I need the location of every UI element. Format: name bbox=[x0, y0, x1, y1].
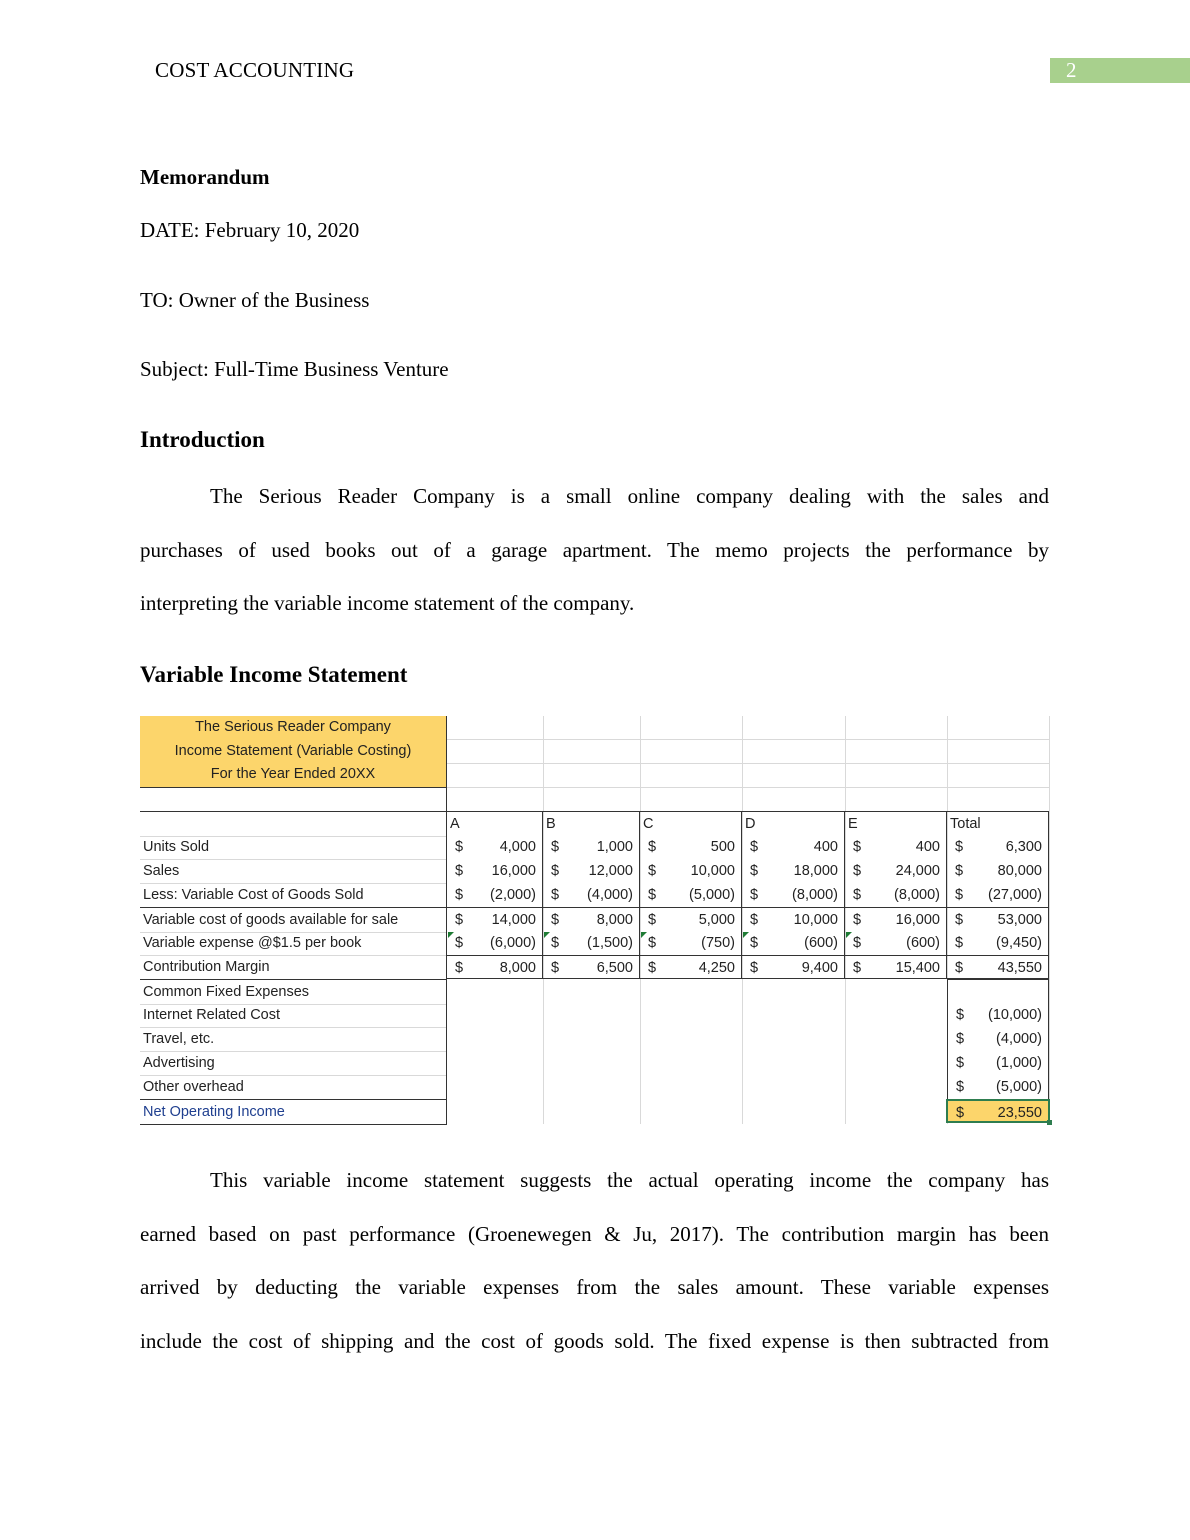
cell-d[interactable] bbox=[742, 883, 845, 907]
cell-value: 10,000 bbox=[690, 863, 735, 879]
cell-value: (27,000) bbox=[987, 887, 1042, 903]
cell-e[interactable] bbox=[845, 883, 947, 907]
cell-b[interactable] bbox=[543, 859, 640, 883]
cell-value: (10,000) bbox=[987, 1007, 1042, 1023]
running-head: COST ACCOUNTING bbox=[155, 58, 355, 82]
statement-period: For the Year Ended 20XX bbox=[210, 766, 376, 783]
cell-d[interactable] bbox=[742, 859, 845, 883]
currency-symbol: $ bbox=[455, 935, 464, 951]
error-indicator-icon bbox=[641, 932, 647, 938]
paragraph-line: include the cost of shipping and the cost of goods sold. The fixed expense is then subtracted from bbox=[140, 1328, 1049, 1353]
currency-symbol: $ bbox=[750, 960, 759, 976]
memo-subject: Subject: Full-Time Business Venture bbox=[140, 357, 449, 381]
company-name: The Serious Reader Company bbox=[195, 719, 391, 735]
currency-symbol: $ bbox=[750, 912, 759, 928]
statement-title-block bbox=[140, 716, 447, 788]
cell-value: (4,000) bbox=[587, 887, 633, 903]
currency-symbol: $ bbox=[551, 912, 560, 928]
cell-d[interactable] bbox=[742, 955, 845, 979]
cell-value: 15,400 bbox=[895, 960, 940, 976]
row-label: Travel, etc. bbox=[140, 1027, 447, 1052]
memo-date: DATE: February 10, 2020 bbox=[140, 218, 360, 242]
cell-value: 500 bbox=[710, 839, 735, 855]
table-row bbox=[140, 883, 1050, 907]
memo-to: TO: Owner of the Business bbox=[140, 288, 370, 312]
currency-symbol: $ bbox=[648, 935, 657, 951]
cell-value: 9,400 bbox=[801, 960, 838, 976]
currency-symbol: $ bbox=[853, 863, 862, 879]
cell-b[interactable] bbox=[543, 883, 640, 907]
cell-d[interactable] bbox=[742, 931, 845, 955]
row-label: Advertising bbox=[140, 1051, 447, 1076]
table-row bbox=[140, 907, 1050, 931]
cell-value: (8,000) bbox=[792, 887, 838, 903]
cell-total[interactable] bbox=[947, 1003, 1049, 1027]
cell-value: 4,250 bbox=[698, 960, 735, 976]
cell-e[interactable] bbox=[845, 931, 947, 955]
cell-value: 400 bbox=[915, 839, 940, 855]
cell-d[interactable] bbox=[742, 907, 845, 931]
net-operating-income-row bbox=[140, 1099, 1050, 1123]
currency-symbol: $ bbox=[853, 887, 862, 903]
cell-value: (9,450) bbox=[996, 935, 1042, 951]
income-statement-table bbox=[140, 716, 1050, 1124]
column-header-row bbox=[140, 811, 1049, 836]
paragraph-line: arrived by deducting the variable expenses from the sales amount. These variable expenses bbox=[140, 1275, 1049, 1299]
cell-total[interactable] bbox=[947, 1027, 1049, 1051]
row-label: Units Sold bbox=[140, 835, 447, 860]
cell-value: 8,000 bbox=[596, 912, 633, 928]
cell-b[interactable] bbox=[543, 835, 640, 859]
page-number-bar bbox=[1050, 58, 1190, 83]
currency-symbol: $ bbox=[551, 839, 560, 855]
cell-value: 6,300 bbox=[1005, 839, 1042, 855]
currency-symbol: $ bbox=[955, 912, 964, 928]
table-row bbox=[140, 859, 1050, 883]
fixed-expense-row bbox=[140, 1003, 1050, 1027]
row-label: Variable expense @$1.5 per book bbox=[140, 931, 447, 956]
cell-value: (600) bbox=[804, 935, 838, 951]
currency-symbol: $ bbox=[955, 863, 964, 879]
cell-a[interactable] bbox=[446, 883, 543, 907]
currency-symbol: $ bbox=[455, 887, 464, 903]
cell-a[interactable] bbox=[446, 907, 543, 931]
cell-value: 1,000 bbox=[596, 839, 633, 855]
cell-a[interactable] bbox=[446, 835, 543, 859]
column-header-c: C bbox=[640, 812, 742, 836]
currency-symbol: $ bbox=[455, 863, 464, 879]
statement-heading: Variable Income Statement bbox=[140, 662, 408, 687]
currency-symbol: $ bbox=[853, 960, 862, 976]
cell-value: 8,000 bbox=[499, 960, 536, 976]
cell-value: 16,000 bbox=[491, 863, 536, 879]
column-header-d: D bbox=[742, 812, 845, 836]
cell-value: 53,000 bbox=[997, 912, 1042, 928]
cell-value: (5,000) bbox=[689, 887, 735, 903]
cell-total[interactable] bbox=[947, 931, 1049, 955]
cell-c[interactable] bbox=[640, 931, 742, 955]
blank-label bbox=[140, 787, 447, 812]
currency-symbol: $ bbox=[648, 912, 657, 928]
cell-e[interactable] bbox=[845, 907, 947, 931]
cell-total[interactable] bbox=[947, 883, 1049, 907]
row-label: Other overhead bbox=[140, 1075, 447, 1100]
currency-symbol: $ bbox=[853, 912, 862, 928]
currency-symbol: $ bbox=[956, 1055, 965, 1071]
column-header-b: B bbox=[543, 812, 640, 836]
cell-value: (1,000) bbox=[996, 1055, 1042, 1071]
cell-value: (6,000) bbox=[490, 935, 536, 951]
paragraph-line: interpreting the variable income statement of the company. bbox=[140, 591, 635, 615]
fixed-expense-row bbox=[140, 1027, 1050, 1051]
currency-symbol: $ bbox=[455, 960, 464, 976]
cell-c[interactable] bbox=[640, 859, 742, 883]
cell-value: (8,000) bbox=[894, 887, 940, 903]
cell-value: 10,000 bbox=[793, 912, 838, 928]
fixed-expense-row bbox=[140, 1051, 1050, 1075]
cell-e[interactable] bbox=[845, 955, 947, 979]
currency-symbol: $ bbox=[455, 839, 464, 855]
page-number: 2 bbox=[1066, 58, 1077, 82]
currency-symbol: $ bbox=[750, 887, 759, 903]
error-indicator-icon bbox=[743, 932, 749, 938]
cell-value: 16,000 bbox=[895, 912, 940, 928]
currency-symbol: $ bbox=[648, 960, 657, 976]
row-label: Net Operating Income bbox=[140, 1099, 447, 1125]
discussion-paragraph bbox=[140, 1154, 1049, 1368]
error-indicator-icon bbox=[448, 932, 454, 938]
cell-d[interactable] bbox=[742, 835, 845, 859]
cell-e[interactable] bbox=[845, 859, 947, 883]
currency-symbol: $ bbox=[750, 863, 759, 879]
currency-symbol: $ bbox=[955, 839, 964, 855]
currency-symbol: $ bbox=[551, 887, 560, 903]
cell-b[interactable] bbox=[543, 955, 640, 979]
currency-symbol: $ bbox=[956, 1007, 965, 1023]
column-header-e: E bbox=[845, 812, 947, 836]
cell-total[interactable] bbox=[947, 955, 1049, 979]
currency-symbol: $ bbox=[955, 887, 964, 903]
cell-value: (2,000) bbox=[490, 887, 536, 903]
error-indicator-icon bbox=[846, 932, 852, 938]
currency-symbol: $ bbox=[551, 863, 560, 879]
currency-symbol: $ bbox=[956, 1079, 965, 1095]
currency-symbol: $ bbox=[956, 1105, 965, 1121]
currency-symbol: $ bbox=[853, 935, 862, 951]
currency-symbol: $ bbox=[648, 887, 657, 903]
column-header-total: Total bbox=[947, 812, 1049, 836]
cell-value: 6,500 bbox=[596, 960, 633, 976]
paragraph-line: The Serious Reader Company is a small online company dealing with the sales and bbox=[210, 484, 1049, 508]
row-label: Contribution Margin bbox=[140, 955, 447, 980]
currency-symbol: $ bbox=[648, 863, 657, 879]
cell-c[interactable] bbox=[640, 835, 742, 859]
currency-symbol: $ bbox=[551, 935, 560, 951]
memo-title: Memorandum bbox=[140, 165, 270, 189]
currency-symbol: $ bbox=[551, 960, 560, 976]
net-operating-income-value: 23,550 bbox=[997, 1105, 1042, 1121]
paragraph-line: purchases of used books out of a garage apartment. The memo projects the performance by bbox=[140, 537, 1049, 562]
cell-value: 80,000 bbox=[997, 863, 1042, 879]
paragraph-line: earned based on past performance (Groenewegen & Ju, 2017). The contribution margin has been bbox=[140, 1221, 1049, 1246]
currency-symbol: $ bbox=[853, 839, 862, 855]
cell-c[interactable] bbox=[640, 883, 742, 907]
cell-value: (5,000) bbox=[996, 1079, 1042, 1095]
currency-symbol: $ bbox=[750, 935, 759, 951]
error-indicator-icon bbox=[544, 932, 550, 938]
cell-value: (4,000) bbox=[996, 1031, 1042, 1047]
table-row bbox=[140, 835, 1050, 859]
fixed-expense-row bbox=[140, 1075, 1050, 1099]
cell-value: 400 bbox=[813, 839, 838, 855]
cell-value: (1,500) bbox=[587, 935, 633, 951]
cell-a[interactable] bbox=[446, 931, 543, 955]
statement-title: Income Statement (Variable Costing) bbox=[174, 742, 412, 759]
cell-value: (600) bbox=[906, 935, 940, 951]
currency-symbol: $ bbox=[955, 935, 964, 951]
blank-row bbox=[140, 787, 1050, 811]
cell-value: 43,550 bbox=[997, 960, 1042, 976]
cell-value: (750) bbox=[701, 935, 735, 951]
cell-total[interactable] bbox=[947, 859, 1049, 883]
currency-symbol: $ bbox=[750, 839, 759, 855]
paragraph-line: This variable income statement suggests the actual operating income the company has bbox=[210, 1168, 1049, 1192]
cell-total[interactable] bbox=[947, 835, 1049, 859]
fill-handle[interactable] bbox=[1047, 1120, 1052, 1125]
table-row bbox=[140, 955, 1050, 979]
cell-value: 24,000 bbox=[895, 863, 940, 879]
row-label: Internet Related Cost bbox=[140, 1003, 447, 1028]
currency-symbol: $ bbox=[956, 1031, 965, 1047]
cell-total[interactable] bbox=[947, 907, 1049, 931]
row-label: Variable cost of goods available for sale bbox=[140, 907, 447, 933]
currency-symbol: $ bbox=[455, 912, 464, 928]
net-operating-income-cell[interactable] bbox=[946, 1099, 1050, 1123]
cell-a[interactable] bbox=[446, 859, 543, 883]
cell-total[interactable] bbox=[947, 1051, 1049, 1075]
currency-symbol: $ bbox=[955, 960, 964, 976]
cell-c[interactable] bbox=[640, 907, 742, 931]
cell-value: 14,000 bbox=[491, 912, 536, 928]
introduction-paragraph bbox=[140, 470, 1049, 631]
row-label: Sales bbox=[140, 859, 447, 884]
cell-value: 4,000 bbox=[499, 839, 536, 855]
cell-a[interactable] bbox=[446, 955, 543, 979]
row-label: Common Fixed Expenses bbox=[140, 979, 447, 1005]
currency-symbol: $ bbox=[648, 839, 657, 855]
cell-value: 12,000 bbox=[588, 863, 633, 879]
table-row bbox=[140, 931, 1050, 955]
fixed-expenses-header-row bbox=[140, 979, 1050, 1003]
introduction-heading: Introduction bbox=[140, 427, 265, 452]
cell-e[interactable] bbox=[845, 835, 947, 859]
column-header-a: A bbox=[446, 812, 543, 836]
cell-value: 18,000 bbox=[793, 863, 838, 879]
cell-c[interactable] bbox=[640, 955, 742, 979]
cell-b[interactable] bbox=[543, 931, 640, 955]
cell-value: 5,000 bbox=[698, 912, 735, 928]
row-label: Less: Variable Cost of Goods Sold bbox=[140, 883, 447, 908]
cell-b[interactable] bbox=[543, 907, 640, 931]
cell-total[interactable] bbox=[947, 1075, 1049, 1099]
